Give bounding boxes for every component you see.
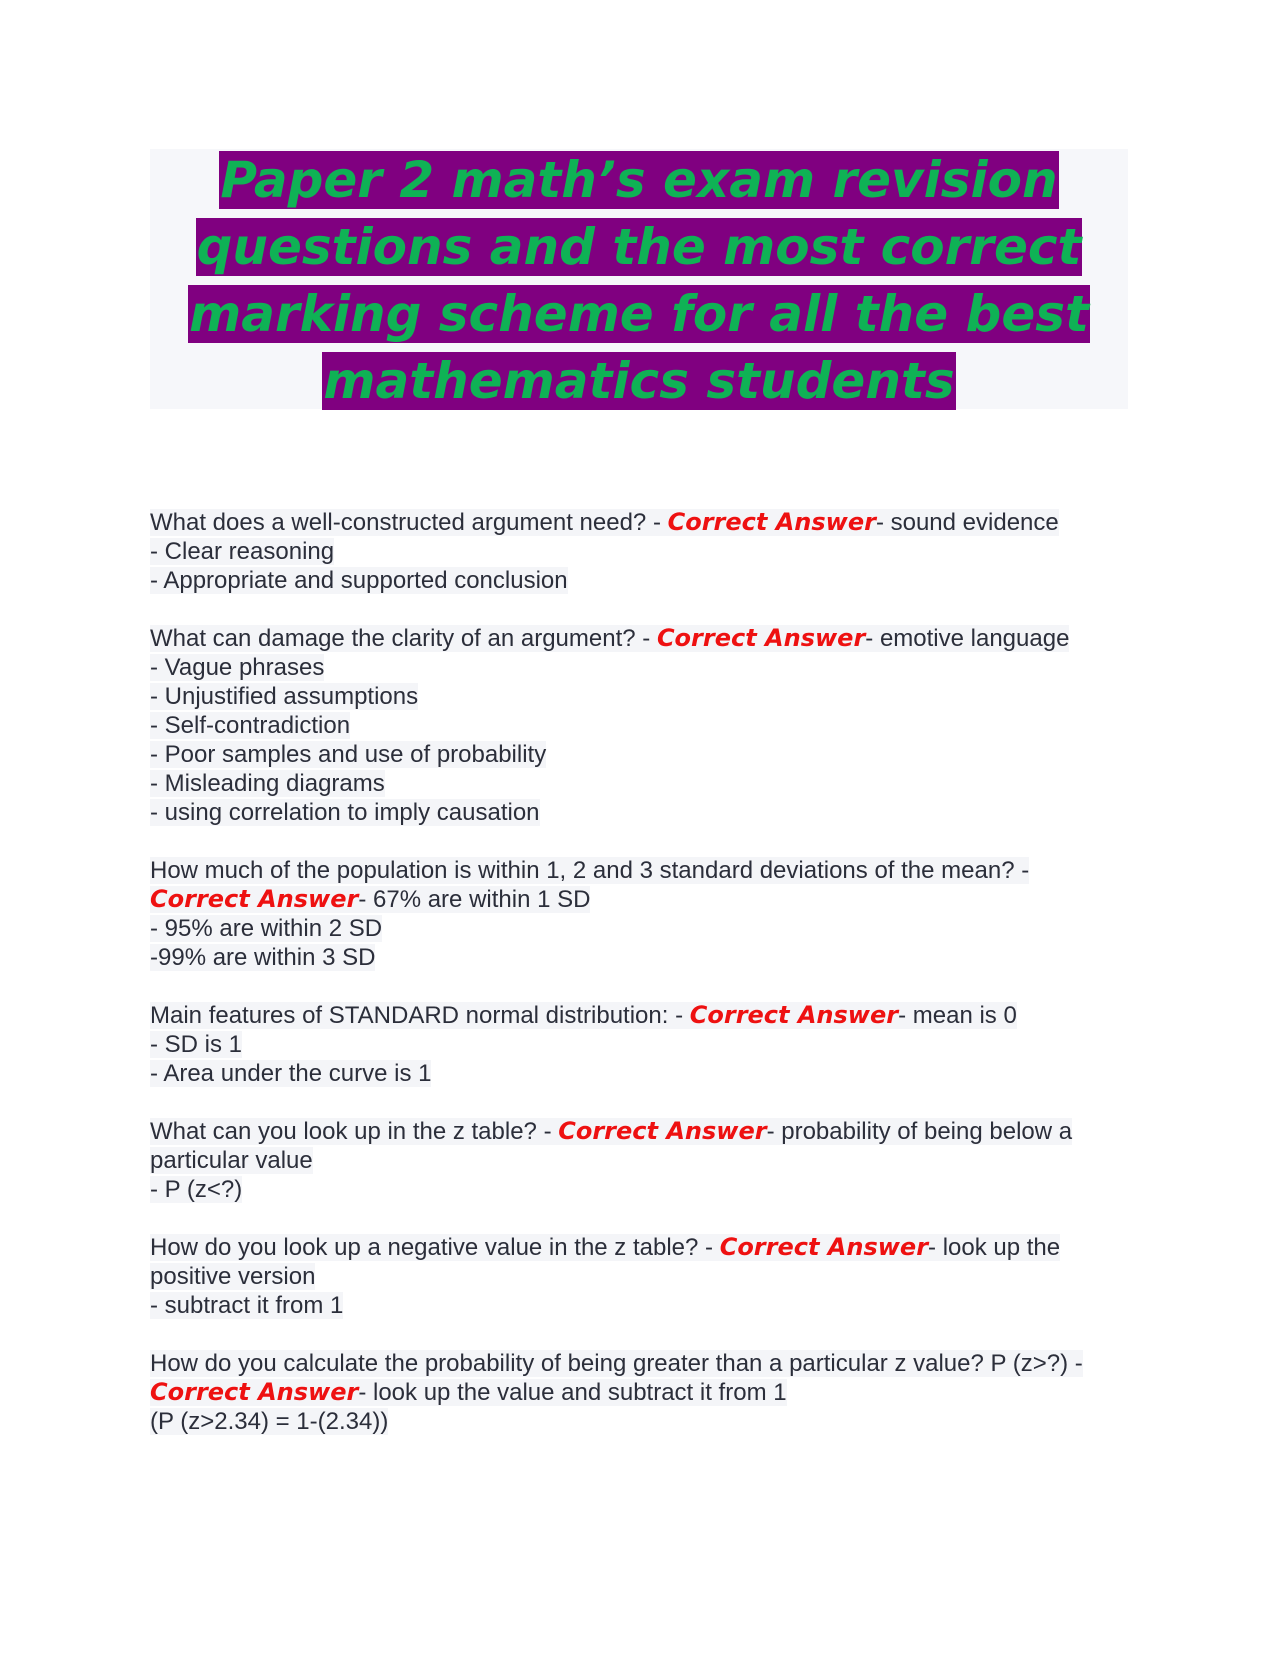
- answer-line: [150, 711, 1130, 740]
- answer-line: [150, 537, 1130, 566]
- qa-line: [150, 1378, 1130, 1407]
- answer-text: (P (z>2.34) = 1-(2.34)): [150, 1408, 389, 1435]
- answer-line: [150, 886, 590, 913]
- qa-line: [150, 508, 1130, 537]
- answer-text: - Self-contradiction: [150, 712, 351, 739]
- answer-text: -99% are within 3 SD: [150, 944, 376, 971]
- answer-text: - emotive language: [865, 625, 1070, 652]
- answer-text: particular value: [150, 1147, 313, 1174]
- title-line: questions and the most correct: [196, 218, 1082, 276]
- question-text: How much of the population is within 1, 2 and 3 standard deviations of the mean? -: [150, 857, 1030, 884]
- qa-item: [150, 624, 1130, 827]
- answer-line: [150, 1379, 787, 1406]
- question-line: [150, 625, 1069, 652]
- title-line: Paper 2 math’s exam revision: [220, 151, 1058, 209]
- answer-text: - using correlation to imply causation: [150, 799, 540, 826]
- answer-line: [150, 1291, 1130, 1320]
- answer-line: [150, 682, 1130, 711]
- document-title: [150, 149, 1128, 409]
- answer-text: - look up the value and subtract it from 1: [358, 1379, 787, 1406]
- answer-text: - probability of being below a: [766, 1118, 1073, 1145]
- answer-text: - subtract it from 1: [150, 1292, 344, 1319]
- answer-line: [150, 1407, 1130, 1436]
- qa-item: [150, 1233, 1130, 1320]
- qa-item: [150, 508, 1130, 595]
- question-text: How do you calculate the probability of being greater than a particular z value? P (z>?) -: [150, 1350, 1083, 1377]
- qa-line: [150, 1233, 1130, 1262]
- question-line: [150, 1002, 1017, 1029]
- correct-answer-label: Correct Answer: [689, 1001, 899, 1029]
- answer-line: [150, 566, 1130, 595]
- answer-text: - sound evidence: [875, 509, 1059, 536]
- correct-answer-label: Correct Answer: [558, 1117, 767, 1145]
- answer-line: [150, 1262, 1130, 1291]
- correct-answer-label: Correct Answer: [150, 885, 359, 913]
- qa-item: [150, 856, 1130, 972]
- answer-line: [150, 798, 1130, 827]
- title-line: marking scheme for all the best: [189, 285, 1089, 343]
- qa-line: [150, 624, 1130, 653]
- correct-answer-label: Correct Answer: [719, 1233, 929, 1261]
- answer-text: - SD is 1: [150, 1031, 243, 1058]
- answer-line: [150, 653, 1130, 682]
- qa-line: [150, 1001, 1130, 1030]
- answer-text: - mean is 0: [898, 1002, 1017, 1029]
- answer-text: - Poor samples and use of probability: [150, 741, 547, 768]
- answer-text: - Vague phrases: [150, 654, 325, 681]
- answer-line: [150, 1059, 1130, 1088]
- question-text: What can damage the clarity of an argument? -: [150, 625, 657, 652]
- qa-list: [150, 508, 1130, 1465]
- answer-text: - P (z<?): [150, 1176, 243, 1203]
- question-line: [150, 509, 1059, 536]
- answer-text: - Appropriate and supported conclusion: [150, 567, 568, 594]
- answer-line: [150, 943, 1130, 972]
- qa-line: [150, 885, 1130, 914]
- answer-line: [150, 1175, 1130, 1204]
- correct-answer-label: Correct Answer: [656, 624, 866, 652]
- answer-line: [150, 740, 1130, 769]
- answer-text: - 95% are within 2 SD: [150, 915, 383, 942]
- answer-text: - Unjustified assumptions: [150, 683, 419, 710]
- qa-line: [150, 1349, 1130, 1378]
- answer-text: - Misleading diagrams: [150, 770, 385, 797]
- qa-item: [150, 1117, 1130, 1204]
- question-line: [150, 1234, 1060, 1261]
- answer-line: [150, 1146, 1130, 1175]
- question-text: What does a well-constructed argument need? -: [150, 509, 668, 536]
- question-text: Main features of STANDARD normal distribution: -: [150, 1002, 690, 1029]
- answer-text: - Area under the curve is 1: [150, 1060, 432, 1087]
- qa-item: [150, 1001, 1130, 1088]
- question-text: What can you look up in the z table? -: [150, 1118, 559, 1145]
- question-text: How do you look up a negative value in the z table? -: [150, 1234, 720, 1261]
- answer-line: [150, 1030, 1130, 1059]
- answer-line: [150, 769, 1130, 798]
- answer-text: - Clear reasoning: [150, 538, 335, 565]
- question-line: [150, 1118, 1072, 1145]
- qa-line: [150, 856, 1130, 885]
- answer-line: [150, 914, 1130, 943]
- qa-item: [150, 1349, 1130, 1436]
- answer-text: - 67% are within 1 SD: [358, 886, 591, 913]
- qa-line: [150, 1117, 1130, 1146]
- title-line: mathematics students: [323, 352, 955, 410]
- correct-answer-label: Correct Answer: [150, 1378, 359, 1406]
- answer-text: positive version: [150, 1263, 316, 1290]
- correct-answer-label: Correct Answer: [667, 508, 876, 536]
- answer-text: - look up the: [928, 1234, 1061, 1261]
